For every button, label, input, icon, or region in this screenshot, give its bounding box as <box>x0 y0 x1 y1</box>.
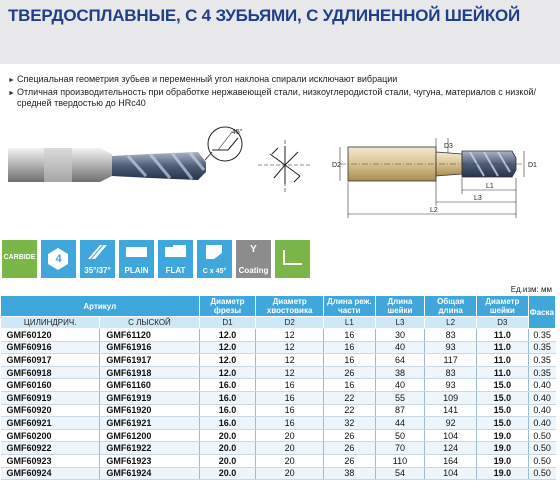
header-l2-sym: L2 <box>425 317 477 329</box>
cell-neck-length: 64 <box>375 354 425 367</box>
cell-neck-diameter: 15.0 <box>476 417 528 430</box>
cell-code-flat: GMF61921 <box>100 417 199 430</box>
coating-label: Coating <box>238 266 269 275</box>
cell-neck-diameter: 11.0 <box>476 366 528 379</box>
cell-chamfer: 0.35 <box>528 366 555 379</box>
cell-code-flat: GMF61917 <box>100 354 199 367</box>
cell-shank-diameter: 16 <box>256 404 324 417</box>
feature-icons <box>2 240 310 278</box>
cell-neck-diameter: 15.0 <box>476 391 528 404</box>
cell-code-flat: GMF61160 <box>100 379 199 392</box>
cell-neck-diameter: 15.0 <box>476 379 528 392</box>
header-chamfer: Фаска <box>528 296 555 329</box>
cell-code-cylindrical: GMF60918 <box>1 366 100 379</box>
cell-code-cylindrical: GMF60921 <box>1 417 100 430</box>
table-row <box>1 366 556 379</box>
cell-code-cylindrical: GMF60200 <box>1 429 100 442</box>
cell-code-cylindrical: GMF60919 <box>1 391 100 404</box>
cell-neck-diameter: 11.0 <box>476 329 528 342</box>
cell-neck-diameter: 19.0 <box>476 454 528 467</box>
cell-cut-length: 26 <box>324 442 376 455</box>
table-header-row <box>1 296 556 317</box>
cell-shank-diameter: 16 <box>256 391 324 404</box>
cell-neck-length: 55 <box>375 391 425 404</box>
table-body <box>1 329 556 480</box>
cell-neck-length: 54 <box>375 467 425 480</box>
cell-cutter-diameter: 16.0 <box>199 391 256 404</box>
dim-l1: L1 <box>486 183 494 190</box>
flutes-count: 4 <box>55 253 62 265</box>
chamfer-icon <box>197 240 232 278</box>
helix-label: 35°/37° <box>84 266 111 275</box>
cell-neck-diameter: 19.0 <box>476 467 528 480</box>
cell-cut-length: 22 <box>324 404 376 417</box>
cell-cutter-diameter: 12.0 <box>199 366 256 379</box>
dim-d1: D1 <box>528 162 537 169</box>
table-row <box>1 454 556 467</box>
coating-code: Y <box>250 244 257 255</box>
cell-overall-length: 104 <box>425 467 477 480</box>
header-article: Артикул <box>1 296 200 317</box>
technical-drawing <box>332 138 537 218</box>
title-band <box>0 0 560 64</box>
header-d2: Диаметр хвостовика <box>256 296 324 317</box>
cell-cutter-diameter: 16.0 <box>199 417 256 430</box>
cell-cut-length: 16 <box>324 329 376 342</box>
cell-cutter-diameter: 12.0 <box>199 354 256 367</box>
cell-code-flat: GMF61924 <box>100 467 199 480</box>
coating-icon <box>236 240 271 278</box>
cell-chamfer: 0.40 <box>528 379 555 392</box>
header-cyl: ЦИЛИНДРИЧ. <box>1 317 100 329</box>
cell-cutter-diameter: 12.0 <box>199 329 256 342</box>
cell-neck-length: 50 <box>375 429 425 442</box>
cell-neck-length: 38 <box>375 366 425 379</box>
cell-code-cylindrical: GMF60120 <box>1 329 100 342</box>
cell-overall-length: 104 <box>425 429 477 442</box>
cell-shank-diameter: 16 <box>256 379 324 392</box>
flat-end-icon <box>158 240 193 278</box>
cell-shank-diameter: 12 <box>256 366 324 379</box>
cell-code-cylindrical: GMF60160 <box>1 379 100 392</box>
cell-neck-length: 40 <box>375 341 425 354</box>
header-d2-sym: D2 <box>256 317 324 329</box>
cell-overall-length: 109 <box>425 391 477 404</box>
cell-cut-length: 26 <box>324 366 376 379</box>
cell-neck-diameter: 15.0 <box>476 404 528 417</box>
cell-overall-length: 83 <box>425 366 477 379</box>
cell-overall-length: 117 <box>425 354 477 367</box>
cell-neck-diameter: 19.0 <box>476 442 528 455</box>
cell-cut-length: 16 <box>324 341 376 354</box>
cell-code-flat: GMF61200 <box>100 429 199 442</box>
table-row <box>1 391 556 404</box>
cell-cut-length: 22 <box>324 391 376 404</box>
cell-chamfer: 0.40 <box>528 404 555 417</box>
cell-shank-diameter: 16 <box>256 417 324 430</box>
page-title: ТВЕРДОСПЛАВНЫЕ, С 4 ЗУБЬЯМИ, С УДЛИНЕННОЙ ШЕЙКОЙ <box>8 6 521 25</box>
cell-chamfer: 0.40 <box>528 391 555 404</box>
cell-code-cylindrical: GMF60917 <box>1 354 100 367</box>
unit-note: Ед.изм: мм <box>510 285 552 294</box>
table-row <box>1 442 556 455</box>
table-row <box>1 467 556 480</box>
cell-cut-length: 38 <box>324 467 376 480</box>
header-l3-sym: L3 <box>375 317 425 329</box>
cell-shank-diameter: 20 <box>256 442 324 455</box>
carbide-icon: CARBIDE <box>2 240 37 278</box>
cell-shank-diameter: 20 <box>256 429 324 442</box>
table-row <box>1 417 556 430</box>
feature-item <box>8 87 553 109</box>
cell-cutter-diameter: 20.0 <box>199 454 256 467</box>
cell-neck-length: 87 <box>375 404 425 417</box>
table-row <box>1 354 556 367</box>
cell-chamfer: 0.50 <box>528 429 555 442</box>
header-d1-sym: D1 <box>199 317 256 329</box>
header-d3-sym: D3 <box>476 317 528 329</box>
cell-chamfer: 0.50 <box>528 454 555 467</box>
feature-text: Отличная производительность при обработке нержавеющей стали, низкоуглеродистой стали, чугуна, материалов с низкой/средней твердостью до HRc40 <box>17 87 536 108</box>
cell-neck-diameter: 11.0 <box>476 354 528 367</box>
cell-code-cylindrical: GMF60916 <box>1 341 100 354</box>
cell-chamfer: 0.50 <box>528 442 555 455</box>
material-icon <box>275 240 310 278</box>
header-d3: Диаметр шейки <box>476 296 528 317</box>
specs-table <box>0 295 556 480</box>
cell-code-flat: GMF61916 <box>100 341 199 354</box>
plain-shank-icon <box>119 240 154 278</box>
cell-overall-length: 83 <box>425 329 477 342</box>
cell-overall-length: 93 <box>425 379 477 392</box>
dim-d2: D2 <box>332 162 341 169</box>
cell-shank-diameter: 12 <box>256 341 324 354</box>
cell-cutter-diameter: 20.0 <box>199 442 256 455</box>
cell-cut-length: 16 <box>324 379 376 392</box>
cell-cutter-diameter: 20.0 <box>199 467 256 480</box>
endmill-photo <box>8 148 206 182</box>
header-l3: Длина шейки <box>375 296 425 317</box>
cell-neck-length: 30 <box>375 329 425 342</box>
cell-cut-length: 26 <box>324 429 376 442</box>
flutes-icon <box>41 240 76 278</box>
header-d1: Диаметр фрезы <box>199 296 256 317</box>
cell-code-cylindrical: GMF60924 <box>1 467 100 480</box>
cell-code-flat: GMF61923 <box>100 454 199 467</box>
feature-list <box>8 74 553 110</box>
cell-cut-length: 16 <box>324 354 376 367</box>
table-row <box>1 404 556 417</box>
header-l1-sym: L1 <box>324 317 376 329</box>
flat-label: FLAT <box>165 266 186 275</box>
cell-neck-length: 44 <box>375 417 425 430</box>
header-l1: Длина реж. части <box>324 296 376 317</box>
cell-neck-diameter: 19.0 <box>476 429 528 442</box>
chamfer-label: C x 45° <box>202 268 227 275</box>
cell-shank-diameter: 20 <box>256 467 324 480</box>
cell-overall-length: 93 <box>425 341 477 354</box>
cell-code-flat: GMF61919 <box>100 391 199 404</box>
cell-code-cylindrical: GMF60922 <box>1 442 100 455</box>
cell-cutter-diameter: 20.0 <box>199 429 256 442</box>
bullet-arrow-icon: ► <box>8 90 15 97</box>
cell-cutter-diameter: 12.0 <box>199 341 256 354</box>
end-view <box>258 140 312 192</box>
feature-text: Специальная геометрия зубьев и переменный угол наклона спирали исключают вибрации <box>17 74 398 84</box>
header-l2: Общая длина <box>425 296 477 317</box>
table-row <box>1 329 556 342</box>
header-flat: С ЛЫСКОЙ <box>100 317 199 329</box>
cell-overall-length: 124 <box>425 442 477 455</box>
cell-cut-length: 26 <box>324 454 376 467</box>
cell-overall-length: 141 <box>425 404 477 417</box>
plain-label: PLAIN <box>124 266 149 275</box>
cell-overall-length: 164 <box>425 454 477 467</box>
feature-item <box>8 74 553 86</box>
dim-l2: L2 <box>430 207 438 214</box>
cell-code-flat: GMF61120 <box>100 329 199 342</box>
table-row <box>1 379 556 392</box>
cell-chamfer: 0.35 <box>528 341 555 354</box>
cell-neck-length: 40 <box>375 379 425 392</box>
table-subheader-row <box>1 317 556 329</box>
table-row <box>1 429 556 442</box>
corner-detail <box>205 127 243 161</box>
cell-chamfer: 0.40 <box>528 417 555 430</box>
cell-chamfer: 0.50 <box>528 467 555 480</box>
cell-neck-length: 110 <box>375 454 425 467</box>
tool-drawing <box>0 118 560 226</box>
cell-shank-diameter: 12 <box>256 354 324 367</box>
cell-neck-length: 70 <box>375 442 425 455</box>
cell-neck-diameter: 11.0 <box>476 341 528 354</box>
cell-code-flat: GMF61920 <box>100 404 199 417</box>
dim-l3: L3 <box>474 195 482 202</box>
table-row <box>1 341 556 354</box>
cell-cutter-diameter: 16.0 <box>199 379 256 392</box>
angle-label: 45° <box>232 129 243 136</box>
cell-chamfer: 0.35 <box>528 329 555 342</box>
cell-code-flat: GMF61918 <box>100 366 199 379</box>
cell-cutter-diameter: 16.0 <box>199 404 256 417</box>
cell-overall-length: 92 <box>425 417 477 430</box>
cell-code-flat: GMF61922 <box>100 442 199 455</box>
dim-d3: D3 <box>444 143 453 150</box>
cell-cut-length: 32 <box>324 417 376 430</box>
bullet-arrow-icon: ► <box>8 77 15 84</box>
cell-code-cylindrical: GMF60920 <box>1 404 100 417</box>
helix-angle-icon <box>80 240 115 278</box>
cell-code-cylindrical: GMF60923 <box>1 454 100 467</box>
cell-chamfer: 0.35 <box>528 354 555 367</box>
cell-shank-diameter: 20 <box>256 454 324 467</box>
cell-shank-diameter: 12 <box>256 329 324 342</box>
